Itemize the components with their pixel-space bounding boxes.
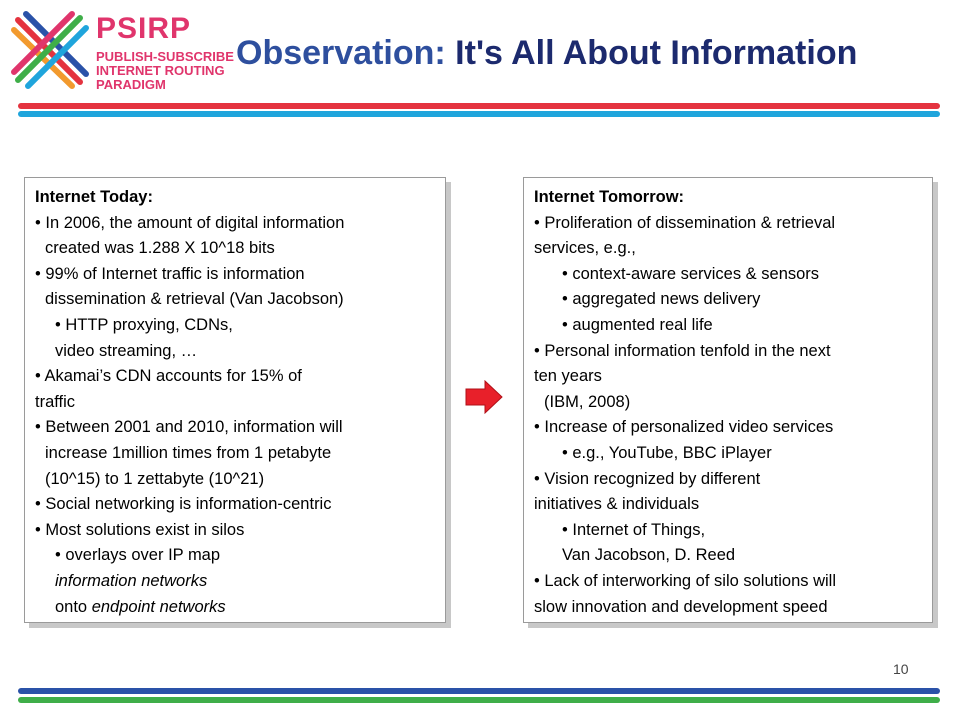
box-heading: Internet Today: [35,188,153,206]
bullet-line: (IBM, 2008) [544,392,631,411]
bullet-line: • Most solutions exist in silos [35,520,245,539]
bullet-line: • Akamai’s CDN accounts for 15% of [35,367,302,386]
bullet-line: • HTTP proxying, CDNs, [55,315,233,334]
bullet-line: (10^15) to 1 zettabyte (10^21) [45,469,265,488]
bullet-line: • aggregated news delivery [562,290,761,309]
bullet-line: • Personal information tenfold in the next [534,341,831,360]
header-divider-red [18,103,940,109]
header-divider-cyan [18,111,940,117]
bullet-line: services, e.g., [534,239,636,258]
bullet-line: dissemination & retrieval (Van Jacobson) [45,290,344,309]
page-number: 10 [893,661,909,677]
internet-tomorrow-box [523,177,933,623]
bullet-line: Van Jacobson, D. Reed [562,546,736,565]
right-arrow-icon [465,380,503,414]
psirp-logo [10,10,234,100]
bullet-line: increase 1million times from 1 petabyte [45,443,332,462]
footer-divider-blue [18,688,940,694]
bullet-line: • Proliferation of dissemination & retrieval [534,213,836,232]
internet-today-box [24,177,446,623]
slide-title [236,34,857,73]
bullet-line [35,595,445,621]
bullet-line: slow innovation and development speed [534,597,828,616]
bullet-line: initiatives & individuals [534,495,700,514]
footer-divider-green [18,697,940,703]
bullet-line: • Lack of interworking of silo solutions will [534,571,836,590]
bullet-line: • e.g., YouTube, BBC iPlayer [562,443,772,462]
logo-title: PSIRP [96,12,192,45]
bullet-line: traffic [35,392,76,411]
bullet-line: • Social networking is information-centric [35,495,332,514]
slide-title-text: It's All About Information [455,34,858,72]
logo-subtitle-line: PUBLISH-SUBSCRIBE [96,49,234,64]
bullet-line: • context-aware services & sensors [562,264,820,283]
logo-subtitle-line: INTERNET ROUTING [96,63,225,78]
bullet-line: • In 2006, the amount of digital information [35,213,345,232]
emphasis-text: endpoint networks [91,597,226,616]
bullet-line: • overlays over IP map [55,546,221,565]
bullet-line: ten years [534,367,602,386]
bullet-line: • Increase of personalized video services [534,418,834,437]
bullet-line: created was 1.288 X 10^18 bits [45,239,275,258]
bullet-line-text: onto endpoint networks [55,597,226,616]
box-heading: Internet Tomorrow: [534,188,685,206]
bullet-line: • Internet of Things, [562,520,706,539]
bullet-line: • augmented real life [562,315,713,334]
logo-subtitle [96,50,236,92]
bullet-line: • Vision recognized by different [534,469,761,488]
slide-title-keyword: Observation: [236,34,446,72]
bullet-line: • 99% of Internet traffic is information [35,264,305,283]
psirp-logo-icon [10,10,90,90]
logo-subtitle-line: PARADIGM [96,77,166,92]
bullet-line: • Between 2001 and 2010, information will [35,418,343,437]
bullet-line: video streaming, … [55,341,198,360]
bullet-line: information networks [55,571,208,590]
